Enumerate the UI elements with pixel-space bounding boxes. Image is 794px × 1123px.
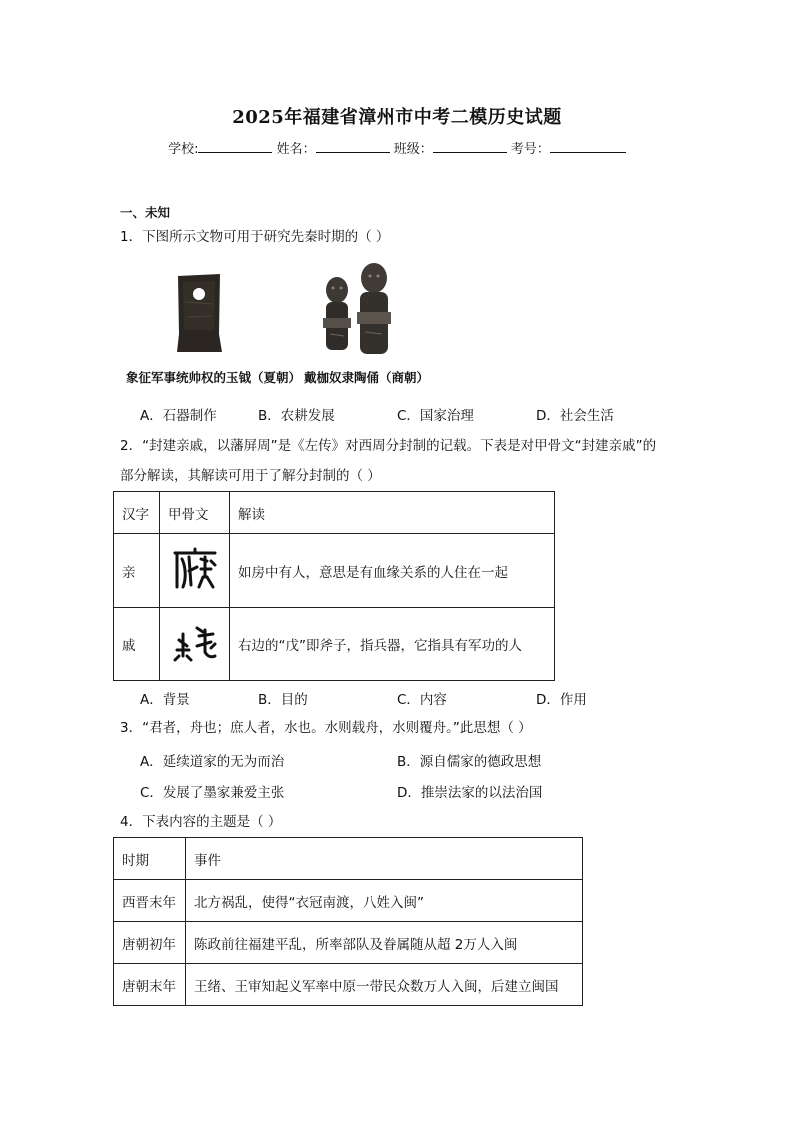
reading-cell: 右边的“戊”即斧子，指兵器，它指具有军功的人 (230, 608, 555, 681)
class-blank[interactable] (433, 140, 507, 153)
table-row (114, 922, 583, 964)
header-cell: 汉字 (114, 492, 160, 534)
hanzi-cell: 戚 (114, 608, 160, 681)
header-cell: 时期 (114, 838, 186, 880)
table-row (114, 608, 555, 681)
q3-option-b[interactable]: B．源自儒家的德政思想 (397, 754, 542, 770)
q1-stem: 1．下图所示文物可用于研究先秦时期的（ ） (120, 229, 390, 245)
migration-table (113, 837, 583, 1006)
table-header-row (114, 492, 555, 534)
student-info-line (0, 138, 794, 157)
jade-yue-image (175, 272, 223, 354)
caption-figurines: 戴枷奴隶陶俑（商朝） (304, 370, 430, 385)
period-cell: 唐朝末年 (114, 964, 186, 1006)
table-row (114, 534, 555, 608)
q2-option-b[interactable]: B．目的 (258, 692, 308, 708)
q2-stem-line1: 2．“封建亲戚，以藩屏周”是《左传》对西周分封制的记载。下表是对甲骨文“封建亲戚”的 (120, 438, 657, 454)
oracle-glyph-qin-icon (160, 534, 230, 608)
exam-title: 2025年福建省漳州市中考二模历史试题 (232, 107, 562, 128)
event-cell: 北方祸乱，使得“衣冠南渡，八姓入闽” (186, 880, 583, 922)
q3-stem: 3．“君者，舟也；庶人者，水也。水则载舟，水则覆舟。”此思想（ ） (120, 720, 532, 736)
q2-option-d[interactable]: D．作用 (536, 692, 587, 708)
section-heading: 一、未知 (120, 205, 171, 220)
q2-option-a[interactable]: A．背景 (140, 692, 190, 708)
name-label: 姓名： (276, 142, 316, 157)
header-cell: 解读 (230, 492, 555, 534)
school-label: 学校: (168, 142, 199, 157)
q4-stem: 4．下表内容的主题是（ ） (120, 814, 282, 830)
q1-option-d[interactable]: D．社会生活 (536, 408, 614, 424)
period-cell: 唐朝初年 (114, 922, 186, 964)
q3-option-d[interactable]: D．推崇法家的以法治国 (397, 785, 543, 801)
table-row (114, 880, 583, 922)
class-label: 班级： (393, 142, 433, 157)
q1-option-b[interactable]: B．农耕发展 (258, 408, 335, 424)
school-blank[interactable] (198, 140, 272, 153)
q1-option-c[interactable]: C．国家治理 (397, 408, 474, 424)
oracle-glyph-qi-icon (160, 608, 230, 681)
event-cell: 陈政前往福建平乱，所率部队及眷属随从超 2万人入闽 (186, 922, 583, 964)
q3-option-c[interactable]: C．发展了墨家兼爱主张 (140, 785, 285, 801)
caption-jade-yue: 象征军事统帅权的玉钺（夏朝） (126, 370, 302, 385)
q2-option-c[interactable]: C．内容 (397, 692, 447, 708)
header-cell: 事件 (186, 838, 583, 880)
q3-option-a[interactable]: A．延续道家的无为而治 (140, 754, 285, 770)
q2-stem-line2: 部分解读，其解读可用于了解分封制的（ ） (120, 468, 381, 484)
event-cell: 王绪、王审知起义军率中原一带民众数万人入闽，后建立闽国 (186, 964, 583, 1006)
header-cell: 甲骨文 (160, 492, 230, 534)
table-row (114, 964, 583, 1006)
hanzi-cell: 亲 (114, 534, 160, 608)
exam-no-blank[interactable] (550, 140, 626, 153)
oracle-bone-table (113, 491, 555, 681)
period-cell: 西晋末年 (114, 880, 186, 922)
name-blank[interactable] (316, 140, 390, 153)
table-header-row (114, 838, 583, 880)
exam-no-label: 考号： (510, 142, 550, 157)
clay-figurines-image (320, 262, 395, 360)
q1-option-a[interactable]: A．石器制作 (140, 408, 217, 424)
reading-cell: 如房中有人，意思是有血缘关系的人住在一起 (230, 534, 555, 608)
